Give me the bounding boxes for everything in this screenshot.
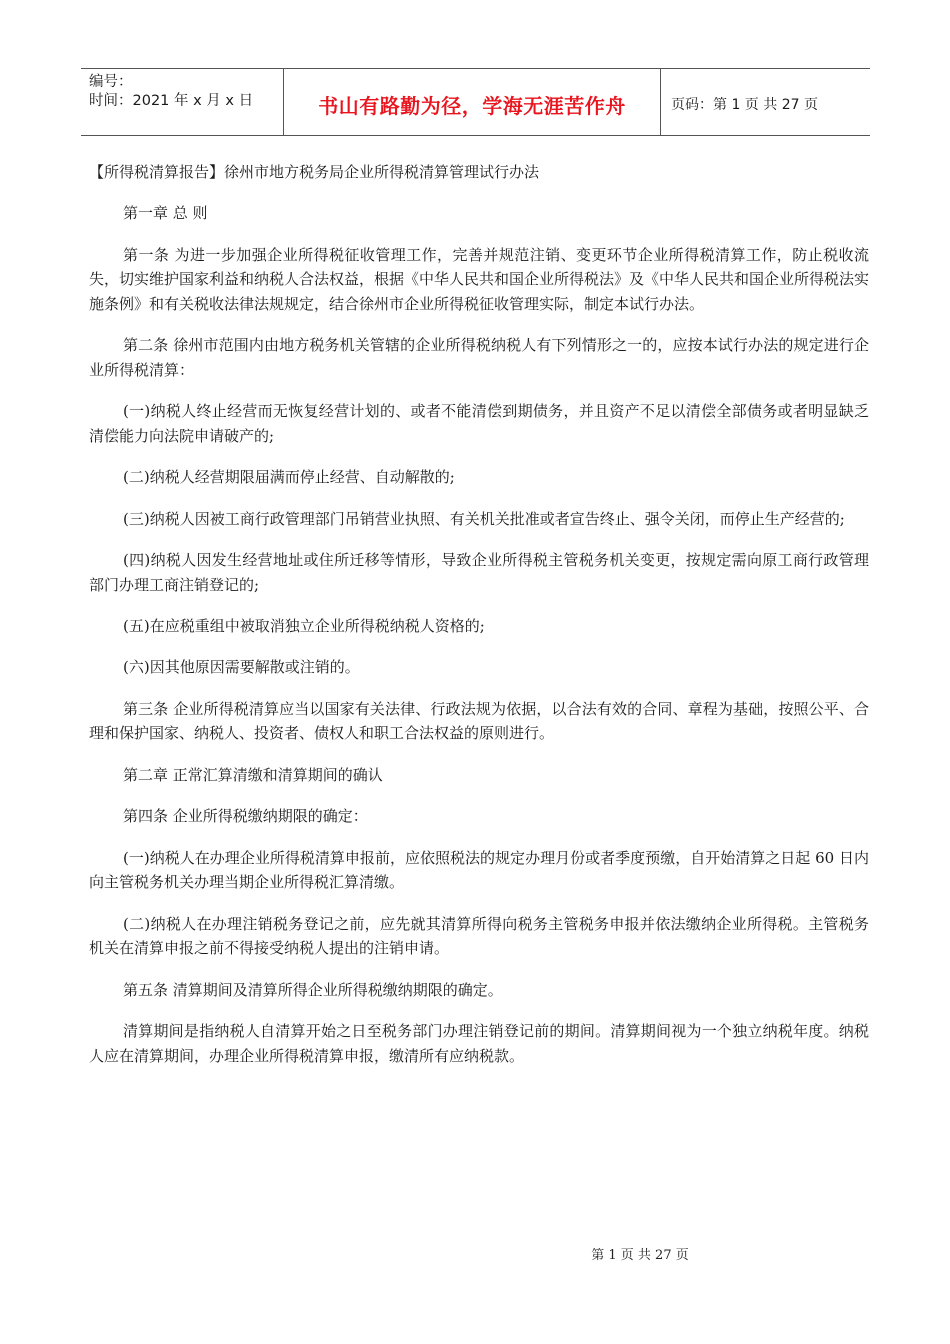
paragraph: 第五条 清算期间及清算所得企业所得税缴纳期限的确定。 [123,980,503,999]
chapter-1-heading: 第一章 总 则 [123,204,208,223]
chapter-2-heading: 第二章 正常汇算清缴和清算期间的确认 [123,765,383,784]
document-body [89,160,869,1085]
header-motto: 书山有路勤为径，学海无涯苦作舟 [284,69,661,135]
paragraph: 第三条 企业所得税清算应当以国家有关法律、行政法规为依据，以合法有效的合同、章程为基础，按照公平、合理和保护国家、纳税人、投资者、债权人和职工合法权益的原则进行。 [89,699,869,743]
paragraph: 第一条 为进一步加强企业所得税征收管理工作，完善并规范注销、变更环节企业所得税清算工作，防止税收流失，切实维护国家利益和纳税人合法权益，根据《中华人民共和国企业所得税法》及《中华人民共和国企业所得税法实施条例》和有关税收法律法规规定，结合徐州市企业所得税征收管理实际，制定本试行办法。 [89,245,870,313]
paragraph: (三)纳税人因被工商行政管理部门吊销营业执照、有关机关批准或者宣告终止、强令关闭，而停止生产经营的; [123,509,845,528]
paragraph: (一)纳税人在办理企业所得税清算申报前，应依照税法的规定办理月份或者季度预缴，自开始清算之日起 60 日内向主管税务机关办理当期企业所得税汇算清缴。 [89,848,869,892]
document-number-label: 编号： [89,74,133,90]
header-page-label: 页码：第 1 页 共 27 页 [671,97,818,113]
document-date-label: 时间：2021 年 x 月 x 日 [89,93,254,109]
paragraph: 第四条 企业所得税缴纳期限的确定： [123,807,368,826]
page-footer: 第 1 页 共 27 页 [591,1248,689,1263]
paragraph: (一)纳税人终止经营而无恢复经营计划的、或者不能清偿到期债务，并且资产不足以清偿全部债务或者明显缺乏清偿能力向法院申请破产的; [89,402,869,445]
header-meta [81,69,284,135]
page-header [81,68,870,136]
paragraph: 清算期间是指纳税人自清算开始之日至税务部门办理注销登记前的期间。清算期间视为一个独立纳税年度。纳税人应在清算期间，办理企业所得税清算申报，缴清所有应纳税款。 [89,1022,869,1065]
paragraph: (二)纳税人经营期限届满而停止经营、自动解散的; [123,468,455,487]
paragraph: (二)纳税人在办理注销税务登记之前，应先就其清算所得向税务主管税务申报并依法缴纳企业所得税。主管税务机关在清算申报之前不得接受纳税人提出的注销申请。 [89,914,869,958]
paragraph: (四)纳税人因发生经营地址或住所迁移等情形，导致企业所得税主管税务机关变更，按规定需向原工商行政管理部门办理工商注销登记的; [89,551,869,594]
paragraph: (六)因其他原因需要解散或注销的。 [123,658,360,677]
document-title: 【所得税清算报告】徐州市地方税务局企业所得税清算管理试行办法 [89,163,540,181]
paragraph: (五)在应税重组中被取消独立企业所得税纳税人资格的; [123,617,485,636]
paragraph: 第二条 徐州市范围内由地方税务机关管辖的企业所得税纳税人有下列情形之一的，应按本试行办法的规定进行企业所得税清算： [89,336,869,379]
